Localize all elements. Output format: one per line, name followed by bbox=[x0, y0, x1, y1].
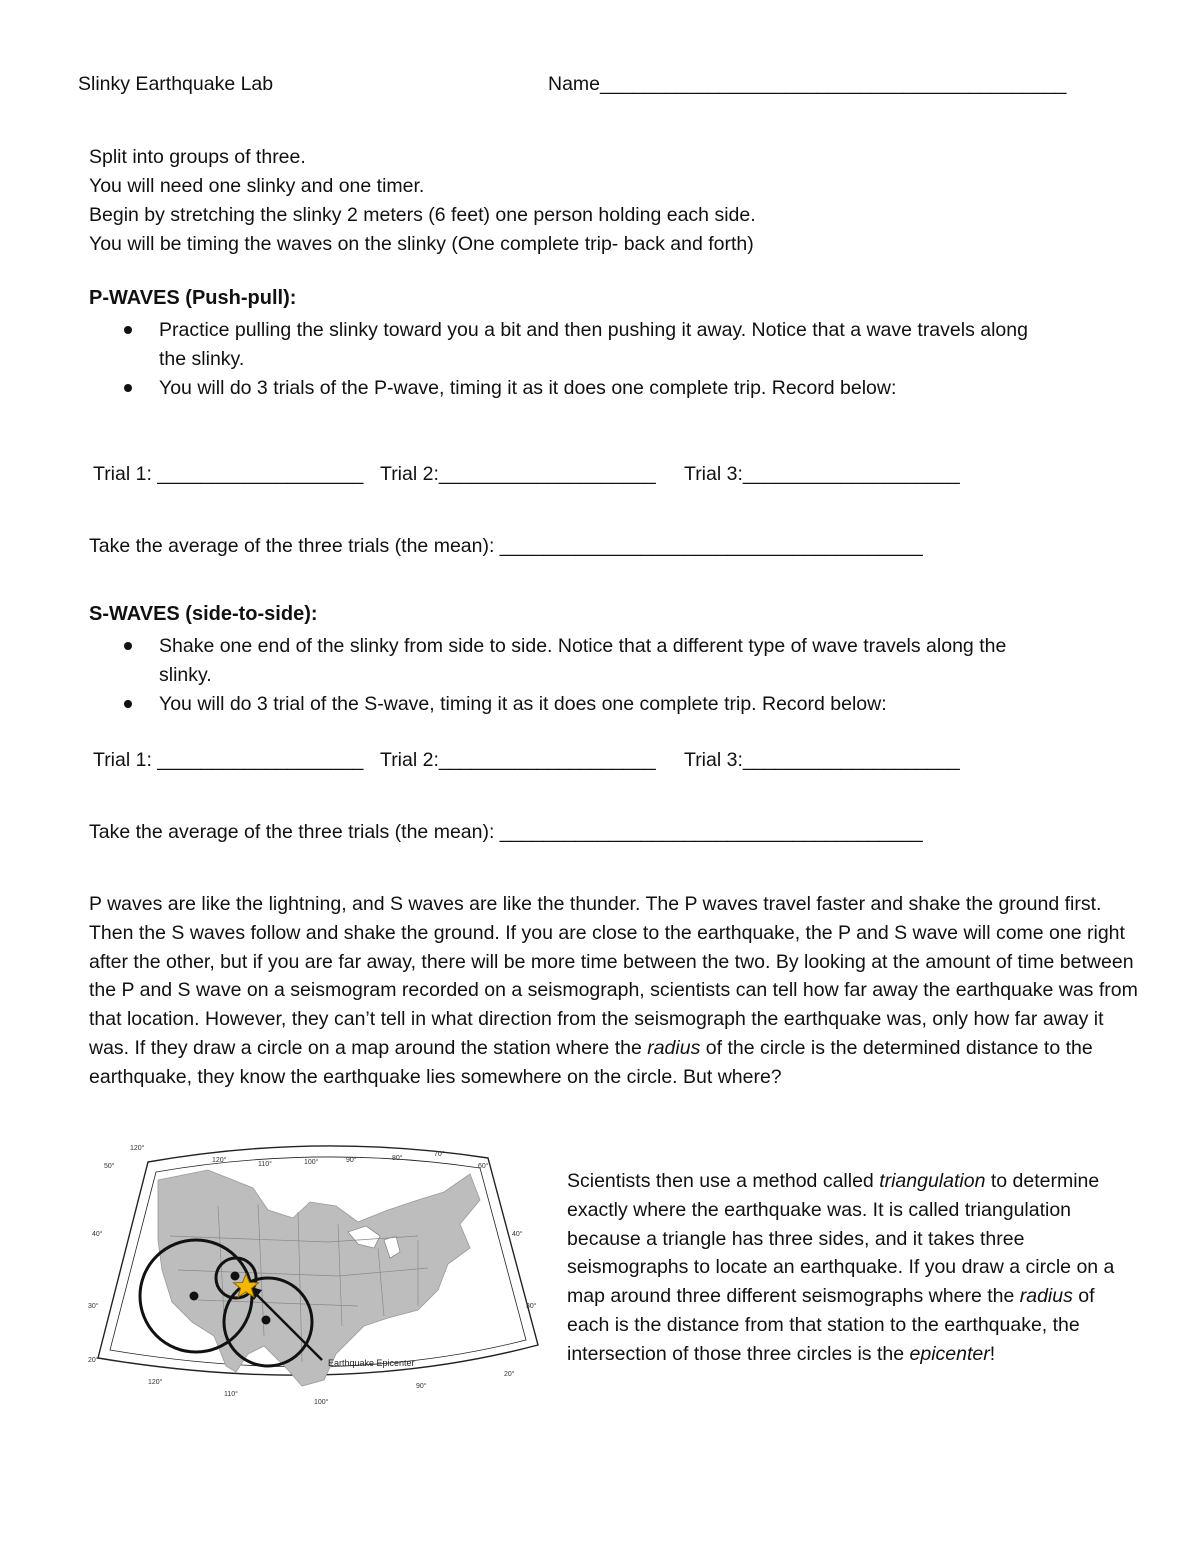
top-tick: 70° bbox=[434, 1151, 445, 1158]
page-title: Slinky Earthquake Lab bbox=[78, 73, 274, 95]
left-tick: 20° bbox=[88, 1357, 99, 1364]
s-trial-1-field[interactable]: Trial 1: ___________________ bbox=[93, 749, 364, 771]
left-tick: 40° bbox=[92, 1231, 103, 1238]
station-dot-1 bbox=[190, 1292, 199, 1301]
p-waves-bullet-2: You will do 3 trials of the P-wave, timing it as it does one complete trip. Record below: bbox=[159, 377, 897, 399]
s-waves-bullet-2: You will do 3 trial of the S-wave, timing it as it does one complete trip. Record below: bbox=[159, 693, 887, 715]
top-tick: 60° bbox=[478, 1163, 489, 1170]
s-trial-2-field[interactable]: Trial 2:____________________ bbox=[380, 749, 656, 771]
top-tick: 80° bbox=[392, 1155, 403, 1162]
p-waves-bullet-1: Practice pulling the slinky toward you a bit and then pushing it away. Notice that a wave travels along bbox=[159, 319, 1028, 341]
intro-line-1: Split into groups of three. bbox=[89, 146, 306, 168]
right-tick: 20° bbox=[504, 1371, 515, 1378]
station-dot-3 bbox=[262, 1316, 271, 1325]
bottom-tick: 120° bbox=[148, 1379, 163, 1386]
p-waves-heading: P-WAVES (Push-pull): bbox=[89, 287, 297, 309]
bullet-dot-icon bbox=[124, 384, 132, 392]
triangulation-map bbox=[88, 1140, 548, 1412]
s-waves-heading: S-WAVES (side-to-side): bbox=[89, 603, 318, 625]
explanation-paragraph: P waves are like the lightning, and S waves are like the thunder. The P waves travel faster and shake the ground first. Then the S waves follow and shake the ground. If you are close to the earthquake, the P and S wave will come one right after the other, but if you are far away, there will be more time between the two. By looking at the amount of time between the P and S wave on a seismogram recorded on a seismograph, scientists can tell how far away the earthquake was from that location. However, they can’t tell in what direction from the seismograph the earthquake was, only how far away it was. If they draw a circle on a map around the station where the radius of the circle is the determined distance to the earthquake, they know the earthquake lies somewhere on the circle. But where? bbox=[89, 893, 1138, 1088]
top-tick: 120° bbox=[212, 1157, 227, 1164]
s-trial-3-field[interactable]: Trial 3:____________________ bbox=[684, 749, 960, 771]
p-trial-3-field[interactable]: Trial 3:____________________ bbox=[684, 463, 960, 485]
triangulation-paragraph: Scientists then use a method called triangulation to determine exactly where the earthquake was. It is called triangulation because a triangle has three sides, and it takes three seismographs to locate an earthquake. If you draw a circle on a map around three different seismographs where the radius of each is the distance from that station to the earthquake, the intersection of those three circles is the epicenter! bbox=[567, 1170, 1115, 1365]
bullet-dot-icon bbox=[124, 642, 132, 650]
top-tick: 120° bbox=[130, 1145, 145, 1152]
p-trial-1-field[interactable]: Trial 1: ___________________ bbox=[93, 463, 364, 485]
p-waves-bullet-1-cont: the slinky. bbox=[159, 348, 245, 370]
top-tick: 110° bbox=[258, 1161, 272, 1168]
p-trial-2-field[interactable]: Trial 2:____________________ bbox=[380, 463, 656, 485]
left-tick: 50° bbox=[104, 1163, 115, 1170]
right-tick: 40° bbox=[512, 1231, 523, 1238]
map-svg bbox=[88, 1140, 548, 1412]
bullet-dot-icon bbox=[124, 326, 132, 334]
s-waves-bullet-1-cont: slinky. bbox=[159, 664, 212, 686]
bottom-tick: 100° bbox=[314, 1399, 329, 1406]
s-average-field[interactable]: Take the average of the three trials (the mean): _______________________________________ bbox=[89, 821, 923, 843]
epicenter-label: Earthquake Epicenter bbox=[328, 1358, 415, 1368]
top-tick: 100° bbox=[304, 1159, 319, 1166]
bullet-dot-icon bbox=[124, 700, 132, 708]
name-field[interactable]: Name___________________________________________ bbox=[548, 73, 1067, 95]
intro-line-4: You will be timing the waves on the slinky (One complete trip- back and forth) bbox=[89, 233, 754, 255]
station-dot-2 bbox=[231, 1272, 240, 1281]
bottom-tick: 90° bbox=[416, 1383, 427, 1390]
right-tick: 30° bbox=[526, 1303, 537, 1310]
top-tick: 90° bbox=[346, 1157, 357, 1164]
intro-line-3: Begin by stretching the slinky 2 meters (6 feet) one person holding each side. bbox=[89, 204, 756, 226]
s-waves-bullet-1: Shake one end of the slinky from side to side. Notice that a different type of wave travels along the bbox=[159, 635, 1007, 657]
intro-line-2: You will need one slinky and one timer. bbox=[89, 175, 425, 197]
left-tick: 30° bbox=[88, 1303, 99, 1310]
p-average-field[interactable]: Take the average of the three trials (the mean): _______________________________________ bbox=[89, 535, 923, 557]
bottom-tick: 110° bbox=[224, 1391, 238, 1398]
